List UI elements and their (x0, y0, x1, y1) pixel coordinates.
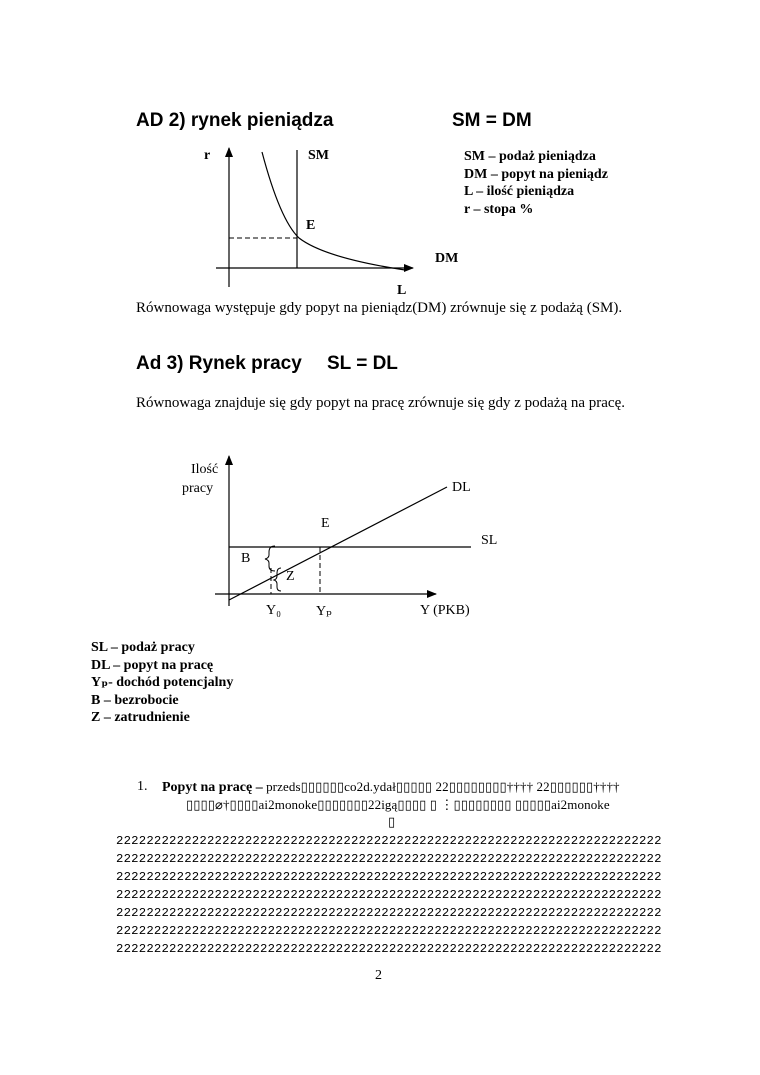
list-item-rest: przeds▯▯▯▯▯▯co2d.ydał▯▯▯▯▯ 22▯▯▯▯▯▯▯▯†††† 22▯▯▯▯▯▯†††† (262, 779, 620, 794)
labor-y-label-2: pracy (182, 481, 214, 496)
labor-legend-item: SL – podaż pracy (91, 640, 195, 655)
list-item-lead: Popyt na pracę – (162, 780, 263, 795)
labor-b-label: B (241, 551, 251, 566)
labor-intro: Równowaga znajduje się gdy popyt na pracę zrównuje się gdy z podażą na pracę. (136, 395, 625, 411)
garbled-line: 222222222222222222222222222222222222222222222222222222222222222222222222 (116, 942, 662, 956)
labor-z-label: Z (286, 569, 295, 584)
list-item-line-2: ▯▯▯▯⌀†▯▯▯▯ai2monoke▯▯▯▯▯▯▯22igą▯▯▯▯ ▯ ⋮▯▯▯▯▯▯▯▯ ▯▯▯▯▯ai2monoke (186, 797, 610, 812)
page-number: 2 (375, 968, 382, 983)
garbled-line: 222222222222222222222222222222222222222222222222222222222222222222222222 (116, 924, 662, 938)
labor-sl-label: SL (481, 533, 498, 548)
money-legend-item: SM – podaż pieniądza (464, 149, 596, 164)
labor-legend-item: B – bezrobocie (91, 692, 179, 708)
money-dm-label: DM (435, 251, 459, 266)
money-e-label: E (306, 218, 316, 233)
garbled-block (116, 832, 662, 958)
labor-dl-label: DL (452, 480, 471, 495)
money-sm-label: SM (308, 148, 329, 163)
garbled-line: 222222222222222222222222222222222222222222222222222222222222222222222222 (116, 906, 662, 920)
list-item-line-3: ▯ (388, 814, 396, 829)
money-equation: SM = DM (452, 110, 532, 131)
labor-heading: Ad 3) Rynek pracy (136, 353, 302, 374)
labor-y0-label: Y₀ (266, 603, 281, 618)
dl-line (229, 487, 447, 600)
labor-legend (91, 639, 233, 727)
garbled-line: 222222222222222222222222222222222222222222222222222222222222222222222222 (116, 834, 662, 848)
labor-x-label: Y (PKB) (420, 603, 470, 618)
labor-yp-label: Yₚ (316, 604, 332, 619)
garbled-line: 222222222222222222222222222222222222222222222222222222222222222222222222 (116, 852, 662, 866)
money-caption: Równowaga występuje gdy popyt na pieniądz(DM) zrównuje się z podażą (SM). (136, 300, 623, 316)
labor-e-label: E (321, 516, 330, 531)
money-legend-item: L – ilość pieniądza (464, 184, 575, 199)
labor-equation: SL = DL (327, 353, 398, 374)
money-l-label: L (397, 283, 407, 298)
money-heading: AD 2) rynek pieniądza (136, 110, 334, 131)
labor-y-label-1: Ilość (191, 462, 219, 477)
garbled-line: 222222222222222222222222222222222222222222222222222222222222222222222222 (116, 888, 662, 902)
b-brace (265, 546, 275, 571)
list-item-number: 1. (137, 779, 148, 794)
z-brace (274, 568, 281, 591)
garbled-line: 222222222222222222222222222222222222222222222222222222222222222222222222 (116, 870, 662, 884)
labor-legend-item: DL – popyt na pracę (91, 657, 214, 673)
labor-legend-item: Yₚ- dochód potencjalny (91, 675, 234, 690)
money-legend-item: r – stopa % (464, 201, 534, 217)
money-legend-item: DM – popyt na pieniądz (464, 166, 608, 182)
list-item-line-1 (162, 779, 620, 796)
labor-legend-item: Z – zatrudnienie (91, 710, 190, 725)
money-r-label: r (204, 148, 211, 163)
